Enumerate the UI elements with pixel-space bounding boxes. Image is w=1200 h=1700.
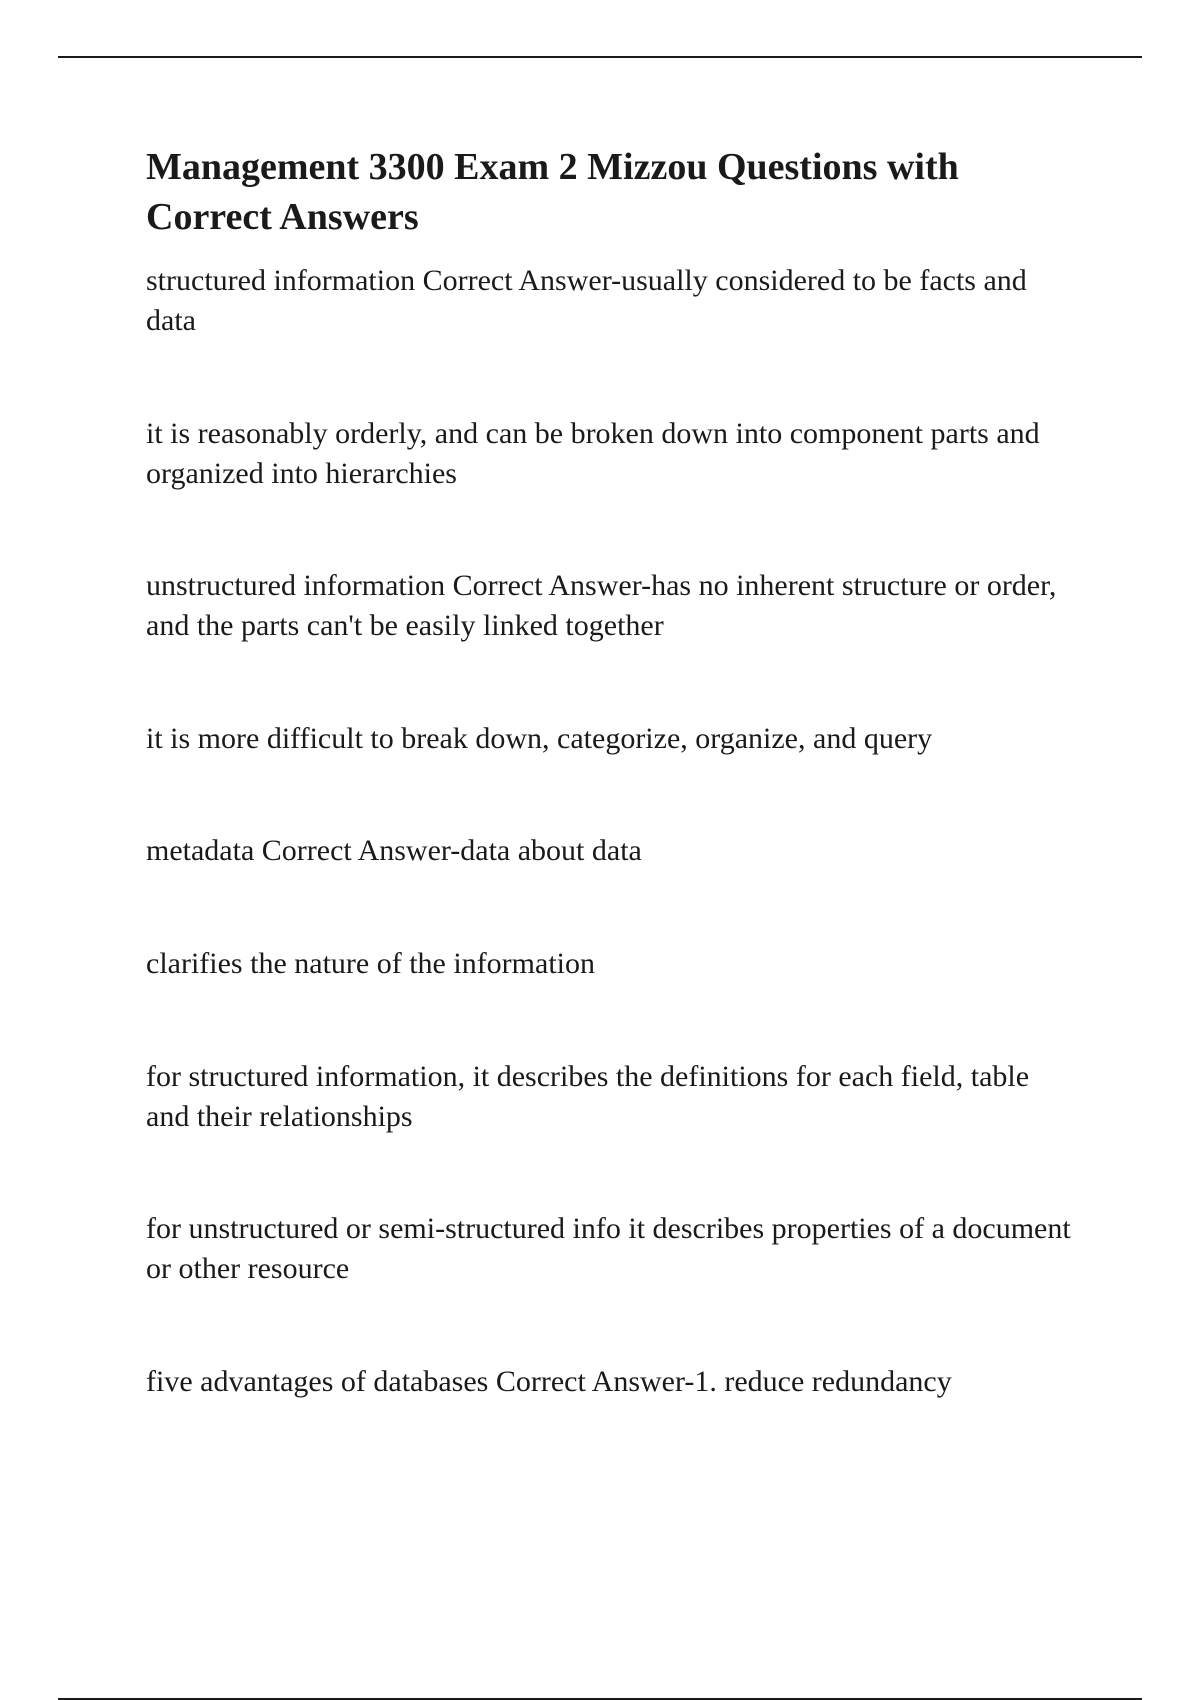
header-rule bbox=[58, 56, 1142, 58]
paragraph-clarifies-nature: clarifies the nature of the information bbox=[146, 947, 595, 980]
document-title: Management 3300 Exam 2 Mizzou Questions with Correct Answers bbox=[146, 146, 959, 238]
paragraph-reasonably-orderly: it is reasonably orderly, and can be broken down into component parts and organized into hierarchies bbox=[146, 417, 1040, 490]
paragraph-database-advantages: five advantages of databases Correct Answer-1. reduce redundancy bbox=[146, 1365, 952, 1398]
paragraph-unstructured-metadata: for unstructured or semi-structured info it describes properties of a document or other resource bbox=[146, 1212, 1071, 1285]
paragraph-metadata: metadata Correct Answer-data about data bbox=[146, 834, 642, 867]
paragraph-structured-information: structured information Correct Answer-usually considered to be facts and data bbox=[146, 264, 1027, 337]
paragraph-more-difficult: it is more difficult to break down, categorize, organize, and query bbox=[146, 722, 933, 755]
paragraph-structured-metadata: for structured information, it describes the definitions for each field, table and their relationships bbox=[146, 1060, 1030, 1133]
paragraph-unstructured-information: unstructured information Correct Answer-has no inherent structure or order, and the parts can't be easily linked together bbox=[146, 569, 1057, 642]
